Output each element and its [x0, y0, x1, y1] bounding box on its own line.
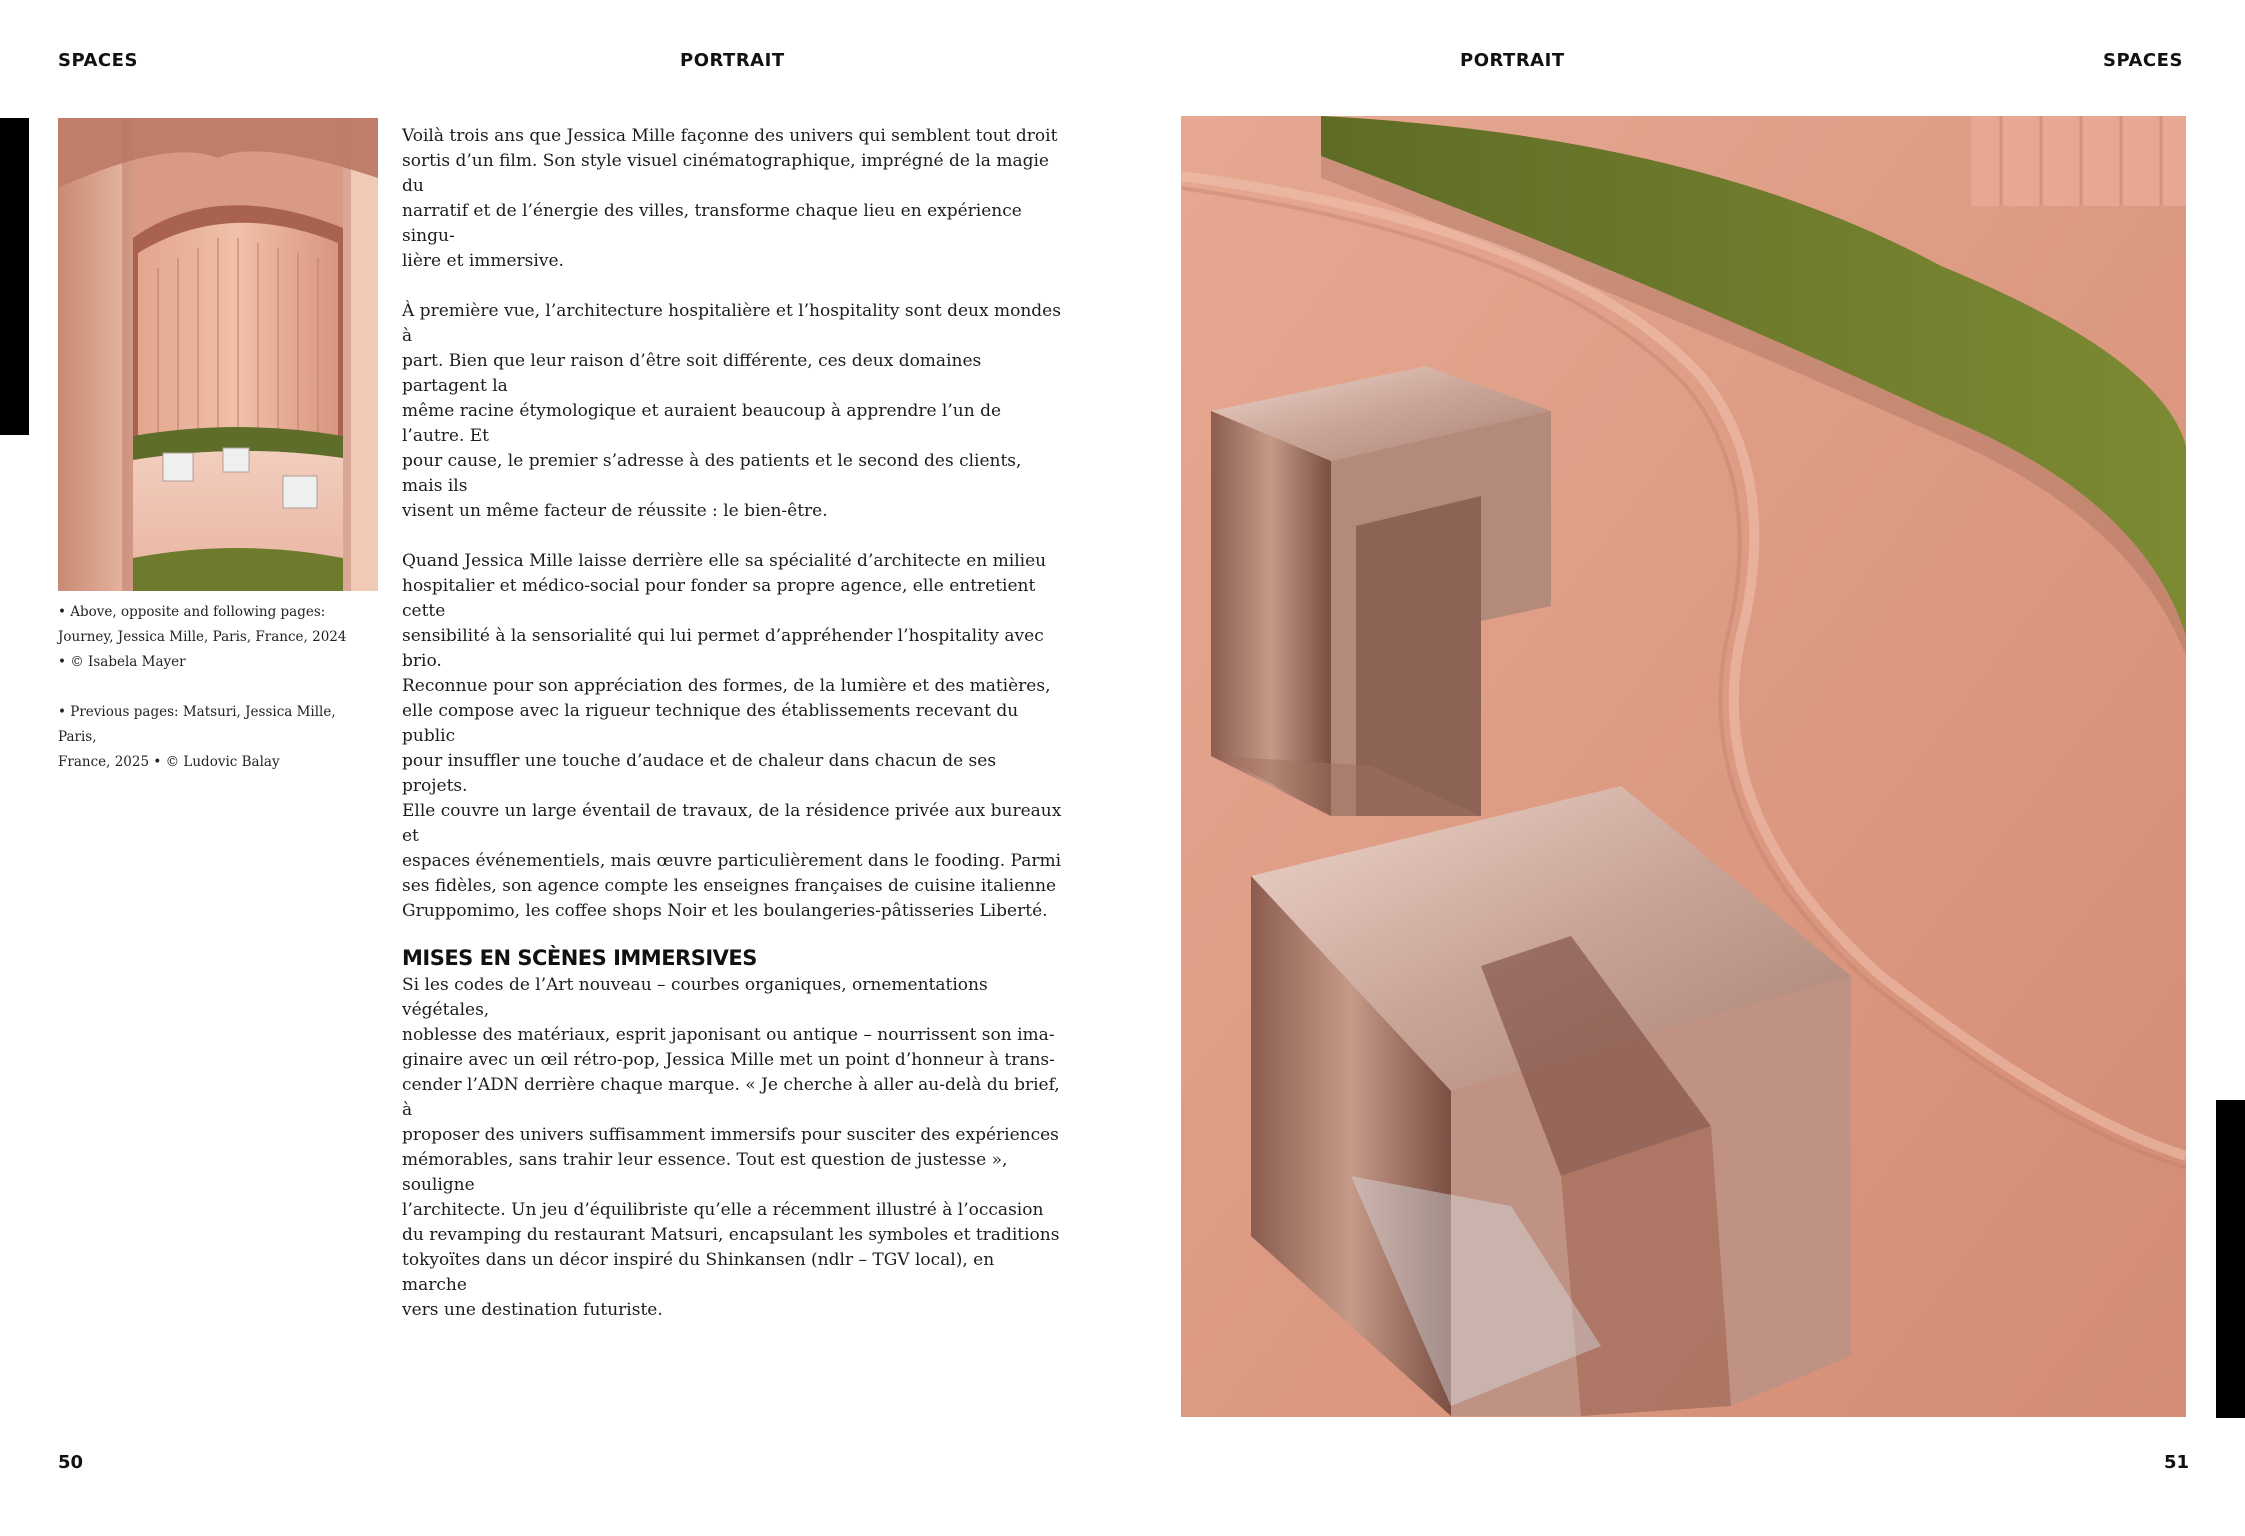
paragraph-agency [402, 549, 1062, 924]
text-line: vers une destination futuriste. [402, 1300, 663, 1320]
edge-tab-right [2216, 1100, 2245, 1418]
text-line: hospitalier et médico-social pour fonder sa propre agence, elle entretient cette [402, 576, 1036, 621]
text-line: visent un même facteur de réussite : le bien-être. [402, 501, 828, 521]
text-line: Gruppomimo, les coffee shops Noir et les boulangeries-pâtisseries Liberté. [402, 901, 1048, 921]
caption-line: • Previous pages: Matsuri, Jessica Mille, Paris, [58, 704, 336, 745]
text-line: mémorables, sans trahir leur essence. Tout est question de justesse », souligne [402, 1150, 1008, 1195]
text-line: tokyoïtes dans un décor inspiré du Shinkansen (ndlr – TGV local), en marche [402, 1250, 995, 1295]
matsuri-stools-photo [1181, 116, 2186, 1417]
page-number-right: 51 [2164, 1452, 2190, 1473]
text-line: À première vue, l’architecture hospitalière et l’hospitality sont deux mondes à [402, 301, 1061, 346]
text-line: l’architecte. Un jeu d’équilibriste qu’elle a récemment illustré à l’occasion [402, 1200, 1044, 1220]
text-line: part. Bien que leur raison d’être soit différente, ces deux domaines partagent la [402, 351, 982, 396]
text-line: Elle couvre un large éventail de travaux, de la résidence privée aux bureaux et [402, 801, 1062, 846]
category-label-left: PORTRAIT [680, 50, 785, 71]
text-line: Voilà trois ans que Jessica Mille façonne des univers qui semblent tout droit [402, 126, 1058, 146]
text-line: Reconnue pour son appréciation des formes, de la lumière et des matières, [402, 676, 1051, 696]
text-line: espaces événementiels, mais œuvre particulièrement dans le fooding. Parmi [402, 851, 1062, 871]
paragraph-hospitality [402, 299, 1062, 524]
article-body [402, 124, 1062, 1323]
text-line: Si les codes de l’Art nouveau – courbes organiques, ornementations végétales, [402, 975, 988, 1020]
caption-line: Journey, Jessica Mille, Paris, France, 2024 [58, 629, 347, 645]
section-heading: MISES EN SCÈNES IMMERSIVES [402, 946, 757, 970]
text-line: cender l’ADN derrière chaque marque. « Je cherche à aller au-delà du brief, à [402, 1075, 1060, 1120]
text-line: lière et immersive. [402, 251, 564, 271]
section-label-right: SPACES [2103, 50, 2183, 71]
text-line: sensibilité à la sensorialité qui lui permet d’appréhender l’hospitality avec brio. [402, 626, 1044, 671]
caption-line: • © Isabela Mayer [58, 654, 186, 670]
text-line: sortis d’un film. Son style visuel cinématographique, imprégné de la magie du [402, 151, 1049, 196]
caption-line: • Above, opposite and following pages: [58, 604, 326, 620]
section-label-left: SPACES [58, 50, 138, 71]
text-line: ginaire avec un œil rétro-pop, Jessica Mille met un point d’honneur à trans- [402, 1050, 1055, 1070]
text-line: même racine étymologique et auraient beaucoup à apprendre l’un de l’autre. Et [402, 401, 1002, 446]
journey-interior-photo [58, 118, 378, 591]
text-line: noblesse des matériaux, esprit japonisant ou antique – nourrissent son ima- [402, 1025, 1055, 1045]
text-line: Quand Jessica Mille laisse derrière elle sa spécialité d’architecte en milieu [402, 551, 1047, 571]
page-number-left: 50 [58, 1452, 84, 1473]
caption-line: France, 2025 • © Ludovic Balay [58, 754, 280, 770]
text-line: elle compose avec la rigueur technique des établissements recevant du public [402, 701, 1019, 746]
text-line: ses fidèles, son agence compte les enseignes françaises de cuisine italienne [402, 876, 1057, 896]
text-line: narratif et de l’énergie des villes, transforme chaque lieu en expérience singu- [402, 201, 1022, 246]
photo-caption-secondary [58, 700, 378, 775]
text-line: du revamping du restaurant Matsuri, encapsulant les symboles et traditions [402, 1225, 1060, 1245]
category-label-right: PORTRAIT [1460, 50, 1565, 71]
paragraph-immersive [402, 973, 1062, 1323]
text-line: pour cause, le premier s’adresse à des patients et le second des clients, mais ils [402, 451, 1022, 496]
edge-tab-left [0, 118, 29, 435]
photo-caption-primary [58, 600, 378, 675]
text-line: proposer des univers suffisamment immersifs pour susciter des expériences [402, 1125, 1059, 1145]
text-line: pour insuffler une touche d’audace et de chaleur dans chacun de ses projets. [402, 751, 997, 796]
paragraph-intro [402, 124, 1062, 274]
